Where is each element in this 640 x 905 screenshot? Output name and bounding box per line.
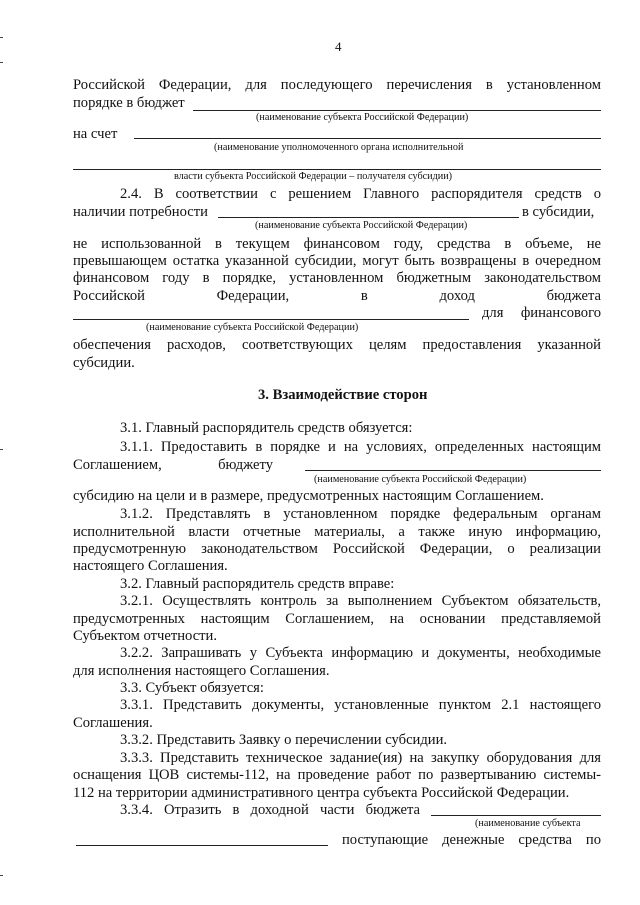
- text-line: субсидии.: [73, 355, 135, 371]
- text-line: 3.3. Субъект обязуется:: [120, 680, 264, 696]
- fill-in-line: [431, 815, 601, 816]
- fill-in-line: [73, 319, 469, 320]
- text-line: 3.3.1. Представить документы, установленные пунктом 2.1 настоящего: [120, 697, 601, 713]
- text-line: 2.4. В соответствии с решением Главного распорядителя средств о: [120, 186, 601, 202]
- text-line: 3.1. Главный распорядитель средств обязуется:: [120, 420, 413, 436]
- text-line: финансовом году в порядке, установленном бюджетным законодательством: [73, 270, 601, 286]
- scan-edge-mark: [0, 875, 3, 876]
- text-line: 112 на территории административного центра субъекта Российской Федерации.: [73, 785, 570, 801]
- text-line: 3.3.3. Представить техническое задание(ия) на закупку оборудования для: [120, 750, 601, 766]
- text-line: Соглашения.: [73, 715, 153, 731]
- text-line: обеспечения расходов, соответствующих целям предоставления указанной: [73, 337, 601, 353]
- text-line: 3.1.1. Предоставить в порядке и на условиях, определенных настоящим: [120, 439, 601, 455]
- fill-in-line: [73, 169, 601, 170]
- text-line: для финансового: [482, 305, 601, 321]
- text-line: для исполнения настоящего Соглашения.: [73, 663, 330, 679]
- text-line: 3.2.2. Запрашивать у Субъекта информацию и документы, необходимые: [120, 645, 601, 661]
- scan-edge-mark: [0, 62, 3, 63]
- field-caption: (наименование субъекта: [475, 818, 581, 829]
- fill-in-line: [193, 110, 601, 111]
- text-line: Соглашением, бюджету: [73, 457, 273, 473]
- section-heading: 3. Взаимодействие сторон: [258, 387, 428, 403]
- text-line: 3.3.2. Представить Заявку о перечислении субсидии.: [120, 732, 448, 748]
- text-line: субсидию на цели и в размере, предусмотренных настоящим Соглашением.: [73, 488, 544, 504]
- text-line: Российской Федерации, для последующего перечисления в установленном: [73, 77, 601, 93]
- text-line: предусмотренных настоящим Соглашением, на основании представляемой: [73, 611, 601, 627]
- text-line: Субъектом отчетности.: [73, 628, 218, 644]
- text-line: в субсидии,: [522, 204, 595, 220]
- field-caption: (наименование субъекта Российской Федерации): [146, 322, 359, 333]
- fill-in-line: [305, 470, 601, 471]
- field-caption: (наименование субъекта Российской Федерации): [255, 220, 468, 231]
- text-line: исполнительной власти отчетные материалы, а также иную информацию,: [73, 524, 601, 540]
- text-line: предусмотренную законодательством Российской Федерации, о реализации: [73, 541, 601, 557]
- field-caption: власти субъекта Российской Федерации – получателя субсидии): [174, 171, 453, 182]
- text-line: 3.3.4. Отразить в доходной части бюджета: [120, 802, 420, 818]
- scan-edge-mark: [0, 449, 3, 450]
- field-caption: (наименование уполномоченного органа исполнительной: [214, 142, 464, 153]
- text-line: порядке в бюджет: [73, 95, 185, 111]
- text-line: поступающие денежные средства по: [342, 832, 601, 848]
- field-caption: (наименование субъекта Российской Федерации): [314, 474, 527, 485]
- field-caption: (наименование субъекта Российской Федерации): [256, 112, 469, 123]
- fill-in-line: [76, 845, 328, 846]
- text-line: 3.2.1. Осуществлять контроль за выполнением Субъектом обязательств,: [120, 593, 601, 609]
- text-line: наличии потребности: [73, 204, 208, 220]
- text-line: не использованной в текущем финансовом году, средства в объеме, не: [73, 236, 601, 252]
- text-line: 3.1.2. Представлять в установленном порядке федеральным органам: [120, 506, 601, 522]
- page-number: 4: [335, 39, 342, 54]
- text-line: оснащения ЦОВ системы-112, на проведение работ по развертыванию системы-: [73, 767, 601, 783]
- text-line: настоящего Соглашения.: [73, 558, 228, 574]
- text-line: на счет: [73, 126, 118, 142]
- fill-in-line: [218, 217, 519, 218]
- text-line: Российской Федерации, в доход бюджета: [73, 288, 601, 304]
- text-line: превышающем остатка указанной субсидии, могут быть возвращены в очередном: [73, 253, 601, 269]
- text-line: 3.2. Главный распорядитель средств вправе:: [120, 576, 395, 592]
- scan-edge-mark: [0, 37, 3, 38]
- fill-in-line: [134, 138, 601, 139]
